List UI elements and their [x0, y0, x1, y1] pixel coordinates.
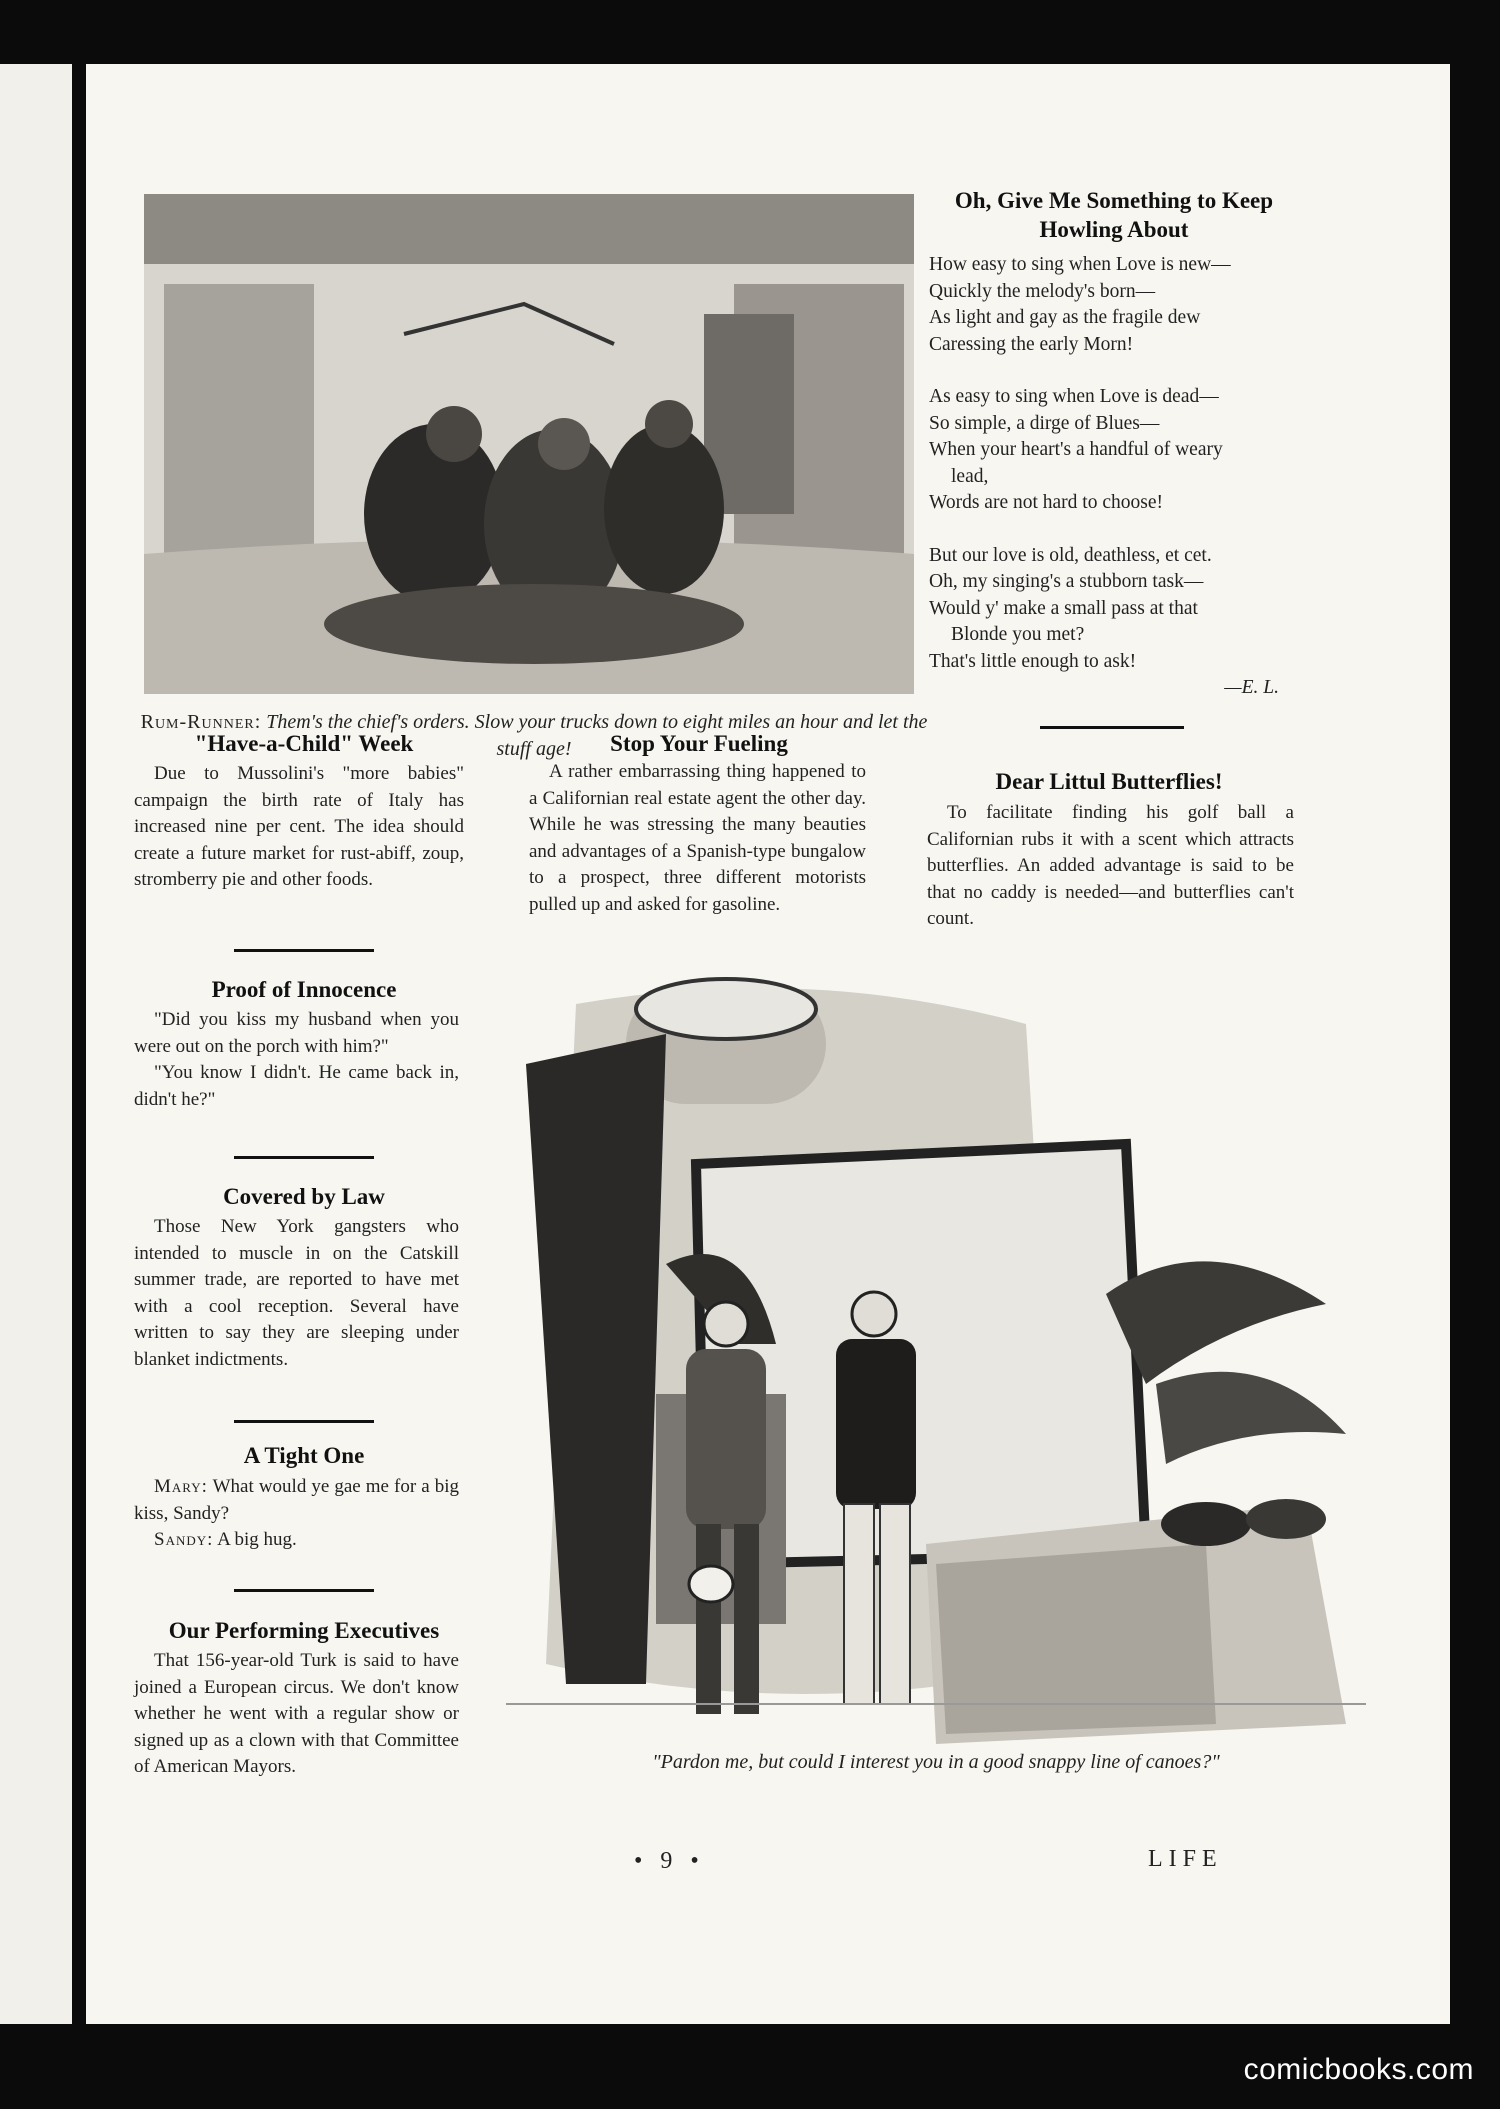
- article-title: A Tight One: [243, 1443, 365, 1468]
- divider-rule: [234, 949, 374, 952]
- divider-rule: [234, 1156, 374, 1159]
- article-body: [134, 1007, 459, 1113]
- poem-line: As light and gay as the fragile dew: [929, 307, 1201, 328]
- poem-line: Words are not hard to choose!: [929, 492, 1163, 513]
- article-paragraph: "You know I didn't. He came back in, didn't he?": [134, 1062, 459, 1110]
- article-paragraph: "Did you kiss my husband when you were out on the porch with him?": [134, 1009, 459, 1057]
- article-paragraph: Due to Mussolini's "more babies" campaign the birth rate of Italy has increased nine per cent. The idea should create a future market for rust-abiff, zoup, stromberry pie and other foods.: [134, 763, 464, 890]
- poem-line: Quickly the melody's born—: [929, 280, 1156, 302]
- article-body: [134, 1648, 459, 1781]
- article-body: [134, 761, 464, 894]
- previous-page-edge: [0, 64, 72, 2024]
- article-body: [134, 1474, 459, 1554]
- poem-line: As easy to sing when Love is dead—: [929, 386, 1219, 407]
- dialogue-line: [134, 1527, 459, 1554]
- divider-rule: [1040, 726, 1184, 729]
- article-title: Our Performing Executives: [168, 1618, 440, 1643]
- article-paragraph: That 156-year-old Turk is said to have joined a European circus. We don't know whether he went with a regular show or signed up as a clown with that Committee of American Mayors.: [134, 1650, 459, 1777]
- site-watermark: comicbooks.com: [1243, 2053, 1474, 2086]
- poem-line: Would y' make a small pass at that: [929, 597, 1198, 619]
- article-paragraph: To facilitate finding his golf ball a Californian rubs it with a scent which attracts butterflies. An added advantage is said to be that no caddy is needed—and butterflies can't count.: [927, 802, 1294, 929]
- magazine-page: [86, 64, 1450, 2024]
- caption-speaker: Rum-Runner:: [140, 711, 262, 733]
- divider-rule: [234, 1420, 374, 1423]
- dialogue-text: A big hug.: [217, 1529, 297, 1550]
- canoe-salesman-cartoon: [506, 964, 1366, 1744]
- dialogue-speaker: Sandy:: [154, 1529, 214, 1550]
- poem-title: Oh, Give Me Something to Keep Howling About: [954, 188, 1274, 242]
- poem-line: That's little enough to ask!: [929, 650, 1137, 672]
- dialogue-speaker: Mary:: [154, 1476, 208, 1497]
- poem-line: Blonde you met?: [951, 624, 1085, 645]
- magazine-title: LIFE: [1148, 1846, 1223, 1872]
- divider-rule: [234, 1589, 374, 1592]
- poem-line: How easy to sing when Love is new—: [929, 254, 1231, 275]
- article-body: [927, 800, 1294, 933]
- poem-signature: —E. L.: [1224, 677, 1279, 698]
- dialogue-text: What would ye gae me for a big kiss, Sandy?: [134, 1476, 459, 1524]
- article-title: Stop Your Fueling: [610, 731, 788, 756]
- page-number: • 9 •: [634, 1848, 705, 1874]
- dialogue-line: [134, 1474, 459, 1527]
- article-title: Proof of Innocence: [211, 977, 397, 1002]
- article-paragraph: Those New York gangsters who intended to muscle in on the Catskill summer trade, are reported to have met with a cool reception. Several have written to say they are sleeping under blanket indictments.: [134, 1216, 459, 1370]
- article-title: Covered by Law: [223, 1184, 385, 1209]
- poem-body: [929, 252, 1299, 702]
- caption-text: Them's the chief's orders. Slow your trucks down to eight miles an hour and let the stuff age!: [266, 711, 928, 760]
- poem-line: lead,: [951, 465, 989, 487]
- rum-runner-cartoon: [144, 194, 914, 694]
- poem-line: Caressing the early Morn!: [929, 333, 1134, 355]
- article-title: "Have-a-Child" Week: [194, 731, 414, 756]
- article-body: [529, 759, 866, 918]
- poem-line: Oh, my singing's a stubborn task—: [929, 571, 1204, 592]
- poem-line: When your heart's a handful of weary: [929, 439, 1223, 460]
- canoe-cartoon-caption: "Pardon me, but could I interest you in a good snappy line of canoes?": [652, 1751, 1220, 1773]
- poem-line: So simple, a dirge of Blues—: [929, 412, 1160, 434]
- article-paragraph: A rather embarrassing thing happened to a Californian real estate agent the other day. While he was stressing the many beauties and advantages of a Spanish-type bungalow to a prospect, three different motorists pulled up and asked for gasoline.: [529, 761, 866, 915]
- article-title: Dear Littul Butterflies!: [995, 769, 1223, 794]
- poem-line: But our love is old, deathless, et cet.: [929, 544, 1212, 566]
- article-body: [134, 1214, 459, 1373]
